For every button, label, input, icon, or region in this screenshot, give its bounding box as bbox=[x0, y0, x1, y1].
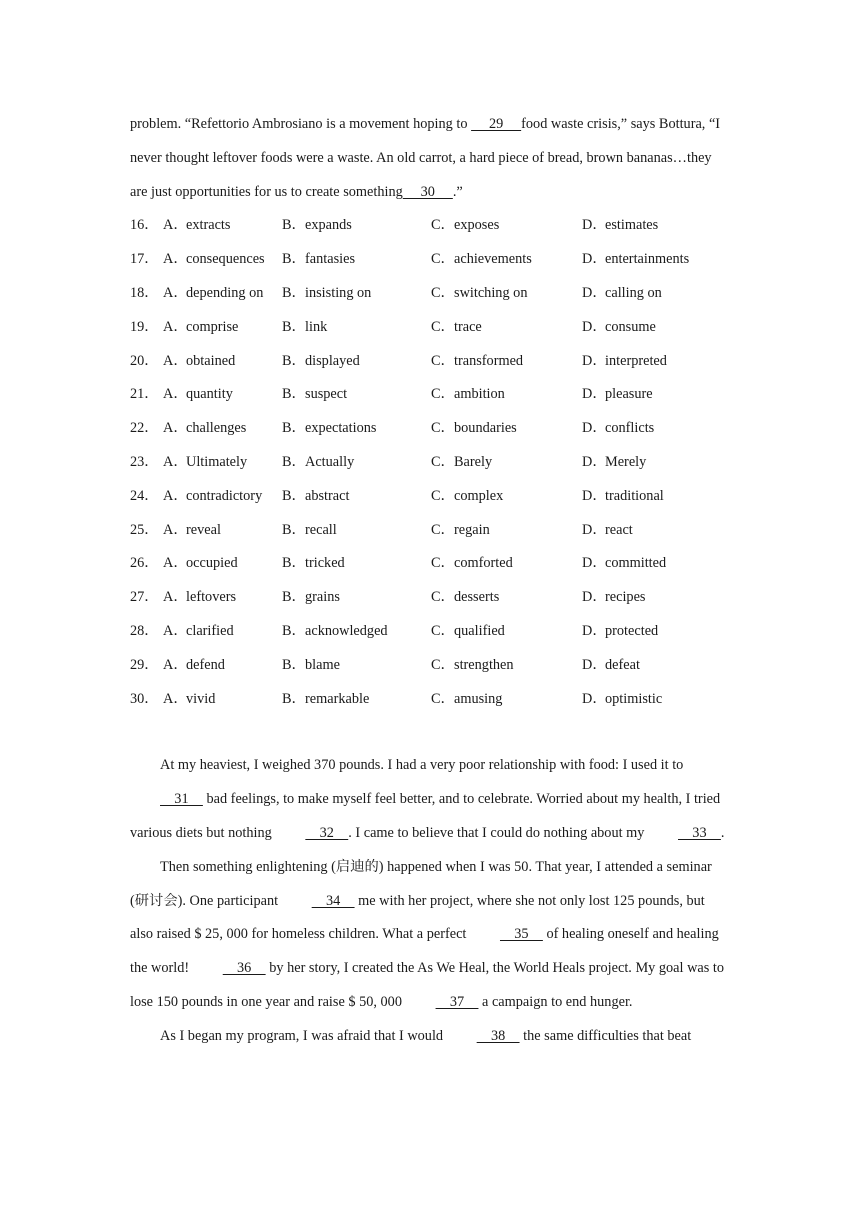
option-a bbox=[163, 345, 282, 379]
question-row bbox=[130, 446, 730, 480]
option-letter: C． bbox=[431, 318, 455, 335]
blank-32: 32 bbox=[305, 824, 349, 841]
option-text: Actually bbox=[305, 453, 355, 470]
blank-36: 36 bbox=[222, 960, 266, 977]
question-number: 30． bbox=[130, 690, 159, 707]
option-a bbox=[163, 277, 282, 311]
option-d bbox=[582, 277, 712, 311]
option-d bbox=[582, 412, 712, 446]
option-c bbox=[431, 649, 582, 683]
option-text: recipes bbox=[605, 589, 646, 606]
option-letter: C． bbox=[431, 521, 455, 538]
option-letter: C． bbox=[431, 622, 455, 639]
option-text: vivid bbox=[186, 690, 216, 707]
option-letter: D． bbox=[582, 284, 607, 301]
passage-text: . I came to believe that I could do nothing about my bbox=[348, 824, 648, 841]
question-number: 25． bbox=[130, 521, 159, 538]
option-letter: B． bbox=[282, 318, 306, 335]
option-c bbox=[431, 209, 582, 243]
option-letter: D． bbox=[582, 352, 607, 369]
option-letter: B． bbox=[282, 386, 306, 403]
option-letter: C． bbox=[431, 690, 455, 707]
option-text: remarkable bbox=[305, 690, 370, 707]
option-b bbox=[282, 581, 431, 615]
option-d bbox=[582, 649, 712, 683]
option-b bbox=[282, 412, 431, 446]
option-b bbox=[282, 243, 431, 277]
option-letter: C． bbox=[431, 386, 455, 403]
option-letter: C． bbox=[431, 487, 455, 504]
option-c bbox=[431, 311, 582, 345]
option-text: regain bbox=[454, 521, 490, 538]
option-letter: C． bbox=[431, 251, 455, 268]
option-text: contradictory bbox=[186, 487, 263, 504]
option-c bbox=[431, 480, 582, 514]
option-text: entertainments bbox=[605, 251, 690, 268]
question-row bbox=[130, 615, 730, 649]
option-text: trace bbox=[454, 318, 482, 335]
option-letter: A． bbox=[163, 555, 188, 572]
option-letter: C． bbox=[431, 284, 455, 301]
option-b bbox=[282, 649, 431, 683]
question-number: 22． bbox=[130, 420, 159, 437]
option-text: boundaries bbox=[454, 420, 517, 437]
option-text: comprise bbox=[186, 318, 239, 335]
passage-ending bbox=[130, 108, 730, 209]
option-letter: B． bbox=[282, 656, 306, 673]
passage-text: .” bbox=[452, 183, 463, 200]
option-a bbox=[163, 412, 282, 446]
question-number: 17． bbox=[130, 251, 159, 268]
option-letter: B． bbox=[282, 487, 306, 504]
question-row bbox=[130, 581, 730, 615]
option-a bbox=[163, 378, 282, 412]
passage-text: food waste crisis,” says Bottura, “I never thought leftover foods were a waste. An old carrot, a hard piece of bread, brown bananas…they are just opportunities for us to create something bbox=[130, 116, 721, 200]
option-letter: A． bbox=[163, 352, 188, 369]
option-text: estimates bbox=[605, 217, 659, 234]
option-text: interpreted bbox=[605, 352, 667, 369]
blank-31: 31 bbox=[160, 791, 203, 808]
option-text: clarified bbox=[186, 622, 234, 639]
option-letter: C． bbox=[431, 589, 455, 606]
passage-text: As I began my program, I was afraid that I would bbox=[160, 1027, 447, 1044]
question-row bbox=[130, 243, 730, 277]
options-list bbox=[130, 209, 730, 716]
option-text: expectations bbox=[305, 420, 377, 437]
option-letter: B． bbox=[282, 453, 306, 470]
option-a bbox=[163, 209, 282, 243]
option-c bbox=[431, 547, 582, 581]
option-text: ambition bbox=[454, 386, 505, 403]
option-letter: B． bbox=[282, 622, 306, 639]
option-b bbox=[282, 209, 431, 243]
option-d bbox=[582, 243, 712, 277]
paragraph-3 bbox=[130, 1020, 730, 1054]
question-number: 24． bbox=[130, 487, 159, 504]
option-b bbox=[282, 683, 431, 717]
option-text: strengthen bbox=[454, 656, 514, 673]
option-letter: D． bbox=[582, 318, 607, 335]
option-text: reveal bbox=[186, 521, 221, 538]
option-letter: C． bbox=[431, 555, 455, 572]
question-row bbox=[130, 547, 730, 581]
option-letter: A． bbox=[163, 251, 188, 268]
option-letter: B． bbox=[282, 217, 306, 234]
option-c bbox=[431, 683, 582, 717]
option-text: defeat bbox=[605, 656, 640, 673]
option-c bbox=[431, 615, 582, 649]
option-letter: D． bbox=[582, 622, 607, 639]
option-d bbox=[582, 345, 712, 379]
option-b bbox=[282, 547, 431, 581]
option-text: traditional bbox=[605, 487, 664, 504]
question-number: 16． bbox=[130, 217, 159, 234]
passage-text: me with her project, where she not only lost 125 pounds, but also raised $ 25, 000 for homeless children. What a perfect bbox=[130, 892, 705, 943]
option-letter: D． bbox=[582, 487, 607, 504]
option-letter: D． bbox=[582, 453, 607, 470]
option-letter: C． bbox=[431, 453, 455, 470]
option-text: leftovers bbox=[186, 589, 237, 606]
question-number: 23． bbox=[130, 453, 159, 470]
passage-text: . bbox=[720, 824, 725, 841]
option-d bbox=[582, 547, 712, 581]
question-row bbox=[130, 345, 730, 379]
option-text: defend bbox=[186, 656, 225, 673]
option-letter: B． bbox=[282, 690, 306, 707]
passage-text: the same difficulties that beat bbox=[519, 1027, 692, 1044]
option-b bbox=[282, 480, 431, 514]
option-text: grains bbox=[305, 589, 340, 606]
option-a bbox=[163, 615, 282, 649]
option-text: recall bbox=[305, 521, 337, 538]
option-text: qualified bbox=[454, 622, 505, 639]
option-text: obtained bbox=[186, 352, 236, 369]
question-row bbox=[130, 209, 730, 243]
option-text: abstract bbox=[305, 487, 350, 504]
option-b bbox=[282, 277, 431, 311]
option-text: Merely bbox=[605, 453, 647, 470]
option-letter: D． bbox=[582, 251, 607, 268]
option-text: extracts bbox=[186, 217, 231, 234]
option-letter: A． bbox=[163, 217, 188, 234]
option-text: transformed bbox=[454, 352, 524, 369]
option-letter: B． bbox=[282, 284, 306, 301]
paragraph-2 bbox=[130, 851, 730, 1020]
option-text: insisting on bbox=[305, 284, 372, 301]
question-row bbox=[130, 514, 730, 548]
option-text: complex bbox=[454, 487, 504, 504]
option-text: consume bbox=[605, 318, 656, 335]
question-number: 28． bbox=[130, 622, 159, 639]
option-letter: A． bbox=[163, 453, 188, 470]
option-letter: A． bbox=[163, 589, 188, 606]
question-number: 19． bbox=[130, 318, 159, 335]
option-d bbox=[582, 209, 712, 243]
option-d bbox=[582, 581, 712, 615]
question-number: 21． bbox=[130, 386, 159, 403]
option-d bbox=[582, 683, 712, 717]
option-letter: B． bbox=[282, 251, 306, 268]
question-row bbox=[130, 480, 730, 514]
option-text: conflicts bbox=[605, 420, 655, 437]
option-text: quantity bbox=[186, 386, 233, 403]
option-c bbox=[431, 581, 582, 615]
option-d bbox=[582, 615, 712, 649]
question-number: 18． bbox=[130, 284, 159, 301]
blank-34: 34 bbox=[311, 892, 355, 909]
option-text: committed bbox=[605, 555, 667, 572]
option-text: link bbox=[305, 318, 328, 335]
passage-text: of healing oneself and healing the world! bbox=[130, 926, 719, 977]
option-text: depending on bbox=[186, 284, 264, 301]
option-text: optimistic bbox=[605, 690, 663, 707]
blank-30: 30 bbox=[402, 183, 453, 200]
option-text: exposes bbox=[454, 217, 500, 234]
option-letter: B． bbox=[282, 352, 306, 369]
option-letter: A． bbox=[163, 656, 188, 673]
option-text: switching on bbox=[454, 284, 528, 301]
option-b bbox=[282, 615, 431, 649]
option-b bbox=[282, 311, 431, 345]
option-letter: B． bbox=[282, 555, 306, 572]
option-a bbox=[163, 683, 282, 717]
option-d bbox=[582, 311, 712, 345]
option-letter: C． bbox=[431, 420, 455, 437]
option-d bbox=[582, 446, 712, 480]
option-letter: A． bbox=[163, 521, 188, 538]
question-row bbox=[130, 277, 730, 311]
blank-33: 33 bbox=[678, 824, 721, 841]
option-letter: C． bbox=[431, 352, 455, 369]
blank-38: 38 bbox=[476, 1027, 520, 1044]
option-text: displayed bbox=[305, 352, 360, 369]
option-c bbox=[431, 412, 582, 446]
option-text: blame bbox=[305, 656, 340, 673]
option-d bbox=[582, 378, 712, 412]
option-text: expands bbox=[305, 217, 352, 234]
option-letter: D． bbox=[582, 690, 607, 707]
option-b bbox=[282, 345, 431, 379]
option-letter: B． bbox=[282, 589, 306, 606]
option-letter: A． bbox=[163, 318, 188, 335]
question-number: 29． bbox=[130, 656, 159, 673]
option-text: consequences bbox=[186, 251, 265, 268]
blank-37: 37 bbox=[435, 993, 479, 1010]
question-row bbox=[130, 311, 730, 345]
option-c bbox=[431, 378, 582, 412]
option-text: pleasure bbox=[605, 386, 653, 403]
option-c bbox=[431, 277, 582, 311]
option-b bbox=[282, 378, 431, 412]
option-text: amusing bbox=[454, 690, 503, 707]
option-text: protected bbox=[605, 622, 659, 639]
question-number: 26． bbox=[130, 555, 159, 572]
option-text: comforted bbox=[454, 555, 513, 572]
option-text: calling on bbox=[605, 284, 662, 301]
option-text: tricked bbox=[305, 555, 345, 572]
question-row bbox=[130, 412, 730, 446]
option-b bbox=[282, 446, 431, 480]
option-letter: D． bbox=[582, 656, 607, 673]
option-letter: D． bbox=[582, 217, 607, 234]
option-d bbox=[582, 514, 712, 548]
option-letter: A． bbox=[163, 284, 188, 301]
option-c bbox=[431, 446, 582, 480]
option-letter: D． bbox=[582, 521, 607, 538]
passage-text: bad feelings, to make myself feel better, and to celebrate. Worried about my health, I tried various diets but nothing bbox=[130, 791, 721, 841]
option-letter: A． bbox=[163, 487, 188, 504]
passage-text: a campaign to end hunger. bbox=[478, 993, 633, 1010]
option-letter: D． bbox=[582, 386, 607, 403]
option-c bbox=[431, 243, 582, 277]
option-text: suspect bbox=[305, 386, 348, 403]
option-letter: A． bbox=[163, 386, 188, 403]
option-letter: D． bbox=[582, 589, 607, 606]
section-gap bbox=[130, 716, 730, 749]
option-letter: A． bbox=[163, 622, 188, 639]
option-a bbox=[163, 311, 282, 345]
option-text: acknowledged bbox=[305, 622, 388, 639]
option-a bbox=[163, 581, 282, 615]
option-a bbox=[163, 480, 282, 514]
option-letter: A． bbox=[163, 690, 188, 707]
option-b bbox=[282, 514, 431, 548]
option-text: fantasies bbox=[305, 251, 356, 268]
option-d bbox=[582, 480, 712, 514]
question-number: 27． bbox=[130, 589, 159, 606]
option-a bbox=[163, 243, 282, 277]
option-letter: C． bbox=[431, 217, 455, 234]
passage-text: problem. “Refettorio Ambrosiano is a movement hoping to bbox=[130, 116, 472, 132]
option-c bbox=[431, 514, 582, 548]
option-a bbox=[163, 547, 282, 581]
passage-text: by her story, I created the As We Heal, the World Heals project. My goal was to lose 150 pounds in one year and raise $ 50, 000 bbox=[130, 960, 725, 1010]
option-text: react bbox=[605, 521, 633, 538]
option-letter: C． bbox=[431, 656, 455, 673]
option-letter: A． bbox=[163, 420, 188, 437]
option-a bbox=[163, 446, 282, 480]
option-text: desserts bbox=[454, 589, 500, 606]
option-c bbox=[431, 345, 582, 379]
passage-text: Then something enlightening (启迪的) happened when I was 50. That year, I attended a seminar (研讨会). One participant bbox=[130, 858, 712, 909]
option-letter: B． bbox=[282, 420, 306, 437]
paragraph-1 bbox=[130, 749, 730, 850]
option-text: challenges bbox=[186, 420, 247, 437]
option-text: Ultimately bbox=[186, 453, 248, 470]
option-letter: D． bbox=[582, 420, 607, 437]
option-text: occupied bbox=[186, 555, 238, 572]
option-a bbox=[163, 514, 282, 548]
document-page bbox=[130, 108, 730, 1054]
option-text: achievements bbox=[454, 251, 532, 268]
question-row bbox=[130, 683, 730, 717]
option-letter: B． bbox=[282, 521, 306, 538]
question-number: 20． bbox=[130, 352, 159, 369]
passage-text: At my heaviest, I weighed 370 pounds. I had a very poor relationship with food: I used it to bbox=[160, 757, 684, 774]
option-text: Barely bbox=[454, 453, 493, 470]
blank-29: 29 bbox=[471, 116, 522, 132]
blank-35: 35 bbox=[499, 926, 543, 943]
question-row bbox=[130, 378, 730, 412]
option-a bbox=[163, 649, 282, 683]
option-letter: D． bbox=[582, 555, 607, 572]
question-row bbox=[130, 649, 730, 683]
